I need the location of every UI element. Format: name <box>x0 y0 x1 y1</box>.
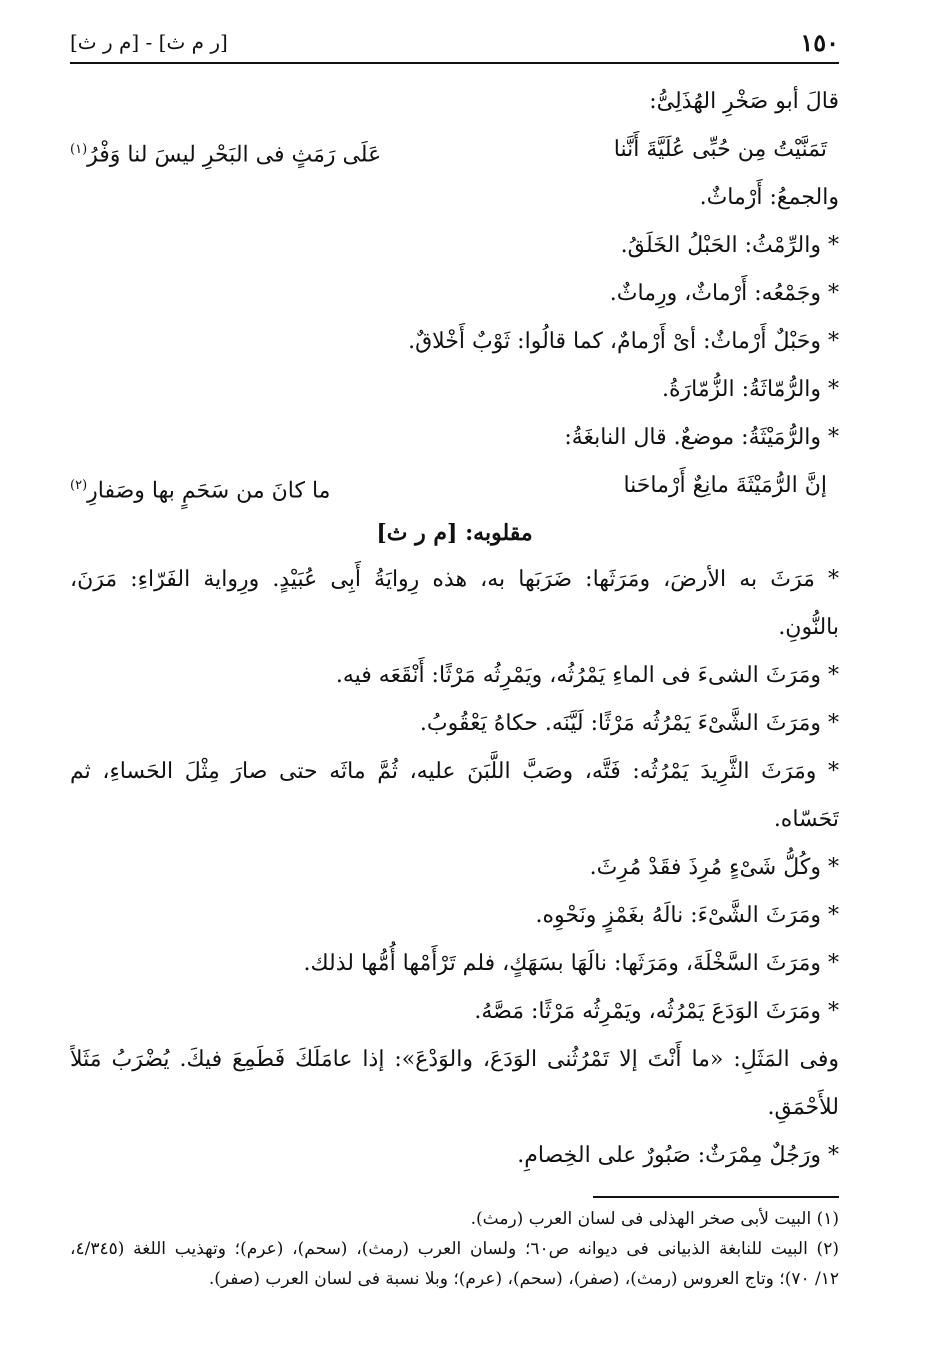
running-head <box>70 22 839 64</box>
verse-1-first-hemistich: تَمَنَّيْتُ مِن حُبِّى عُلَيَّةَ أَنَّنا <box>613 137 827 162</box>
page-number: ١٥٠ <box>800 28 839 57</box>
entry-line: * ورَجُلٌ مِمْرَثٌ: صَبُورٌ على الخِصامِ. <box>517 1143 839 1168</box>
verse-2-first-hemistich: إنَّ الرُّمَيْثَةَ مانِعٌ أَرْماحَنا <box>623 473 827 498</box>
entry-line: * ومَرَثَ الشَّىْءَ يَمْرُثُه مَرْثًا: لَيَّنَه. حكاهُ يَعْقُوبُ. <box>419 711 839 736</box>
footnote-2-line-2: ١٢/ ٧٠)؛ وتاج العروس (رمث)، (صفر)، (سحم)، (عرم)؛ وبلا نسبة فى لسان العرب (صفر). <box>208 1269 839 1289</box>
entry-line: * وحَبْلٌ أَرْماثٌ: أىْ أَرْمامٌ، كما قالُوا: ثَوْبٌ أَخْلاقٌ. <box>408 329 839 354</box>
verse-1-second-hemistich <box>70 126 381 174</box>
entry-line: * والرُّمّاثَةُ: الزُّمّارَةُ. <box>662 377 839 402</box>
entry-line: * ومَرَثَ الشَّىْءَ: نالَهُ بغَمْزٍ ونَحْوِه. <box>535 903 839 928</box>
entry-line: * وكُلُّ شَىْءٍ مُرِذَ فقَدْ مُرِثَ. <box>589 855 839 880</box>
entry-continuation: بالنُّونِ. <box>778 615 839 640</box>
entry-line: * مَرَثَ به الأرضَ، ومَرَثَها: ضَرَبَها به، هذه رِوايَةُ أَبِى عُبَيْدٍ. ورِواية الفَرّاءِ: مَرَنَ، <box>70 567 839 592</box>
text-line: قالَ أبو صَخْرِ الهُذَلِىُّ: <box>649 89 839 114</box>
footnote-separator <box>593 1196 839 1198</box>
footnote-2-line-1: (٢) البيت للنابغة الذبيانى فى ديوانه ص٦٠؛ ولسان العرب (رمث)، (سحم)، (عرم)؛ وتهذيب اللغة (٤/٣٤٥، <box>70 1239 839 1259</box>
running-title: [ر م ث] - [م ر ث] <box>70 30 228 54</box>
verse-2 <box>70 462 839 510</box>
entry-line: * وجَمْعُه: أَرْماثٌ، ورِماثٌ. <box>609 281 839 306</box>
footnotes <box>70 1204 839 1294</box>
verse-2-second-hemistich <box>70 462 330 510</box>
footnote-ref-1: (١) <box>70 142 88 157</box>
entry-line: * والرِّمْثُ: الحَبْلُ الخَلَقُ. <box>620 233 839 258</box>
verse-2-second-text: ما كانَ من سَحَمٍ بها وصَفارِ <box>87 478 331 504</box>
text-line: والجمعُ: أَرْماثٌ. <box>699 185 839 210</box>
entry-continuation: تَحَسّاه. <box>773 807 839 832</box>
entry-continuation: للأَحْمَقِ. <box>767 1095 839 1120</box>
main-text <box>70 78 839 1180</box>
entry-line: * والرُّمَيْثَةُ: موضعٌ. قال النابغَةُ: <box>564 425 839 450</box>
footnote-ref-2: (٢) <box>70 478 88 493</box>
entry-line: * ومَرَثَ السَّخْلَةَ، ومَرَثَها: نالَهَا بسَهَكٍ، فلم تَرْأَمْها أُمُّها لذلك. <box>303 951 839 976</box>
verse-1-second-text: عَلَى رَمَثٍ فى البَحْرِ ليسَ لنا وَفْرُ <box>87 142 382 168</box>
entry-line: * ومَرَثَ الوَدَعَ يَمْرُثُه، ويَمْرِثُه مَرْثًا: مَصَّهُ. <box>474 999 839 1024</box>
section-heading: مقلوبه: [م ر ث] <box>376 520 533 546</box>
proverb-line: وفى المَثَلِ: «ما أَنْتَ إلا تَمْرُثُنى الوَدَعَ، والوَدْعَ»: إذا عامَلَكَ فَطَمِعَ فيكَ. يُضْرَبُ مَثَلاً <box>70 1047 839 1072</box>
footnote-1: (١) البيت لأبى صخر الهذلى فى لسان العرب (رمث). <box>470 1209 839 1229</box>
entry-line: * ومَرَثَ الثَّرِيدَ يَمْرُثُه: فَتَّه، وصَبَّ اللَّبَنَ عليه، ثُمَّ ماثَه حتى صارَ مِثْلَ الحَساءِ، ثم <box>70 759 839 784</box>
entry-line: * ومَرَثَ الشىءَ فى الماءِ يَمْرُثُه، ويَمْرِثُه مَرْثًا: أَنْقَعَه فيه. <box>335 663 839 688</box>
verse-1 <box>70 126 839 174</box>
